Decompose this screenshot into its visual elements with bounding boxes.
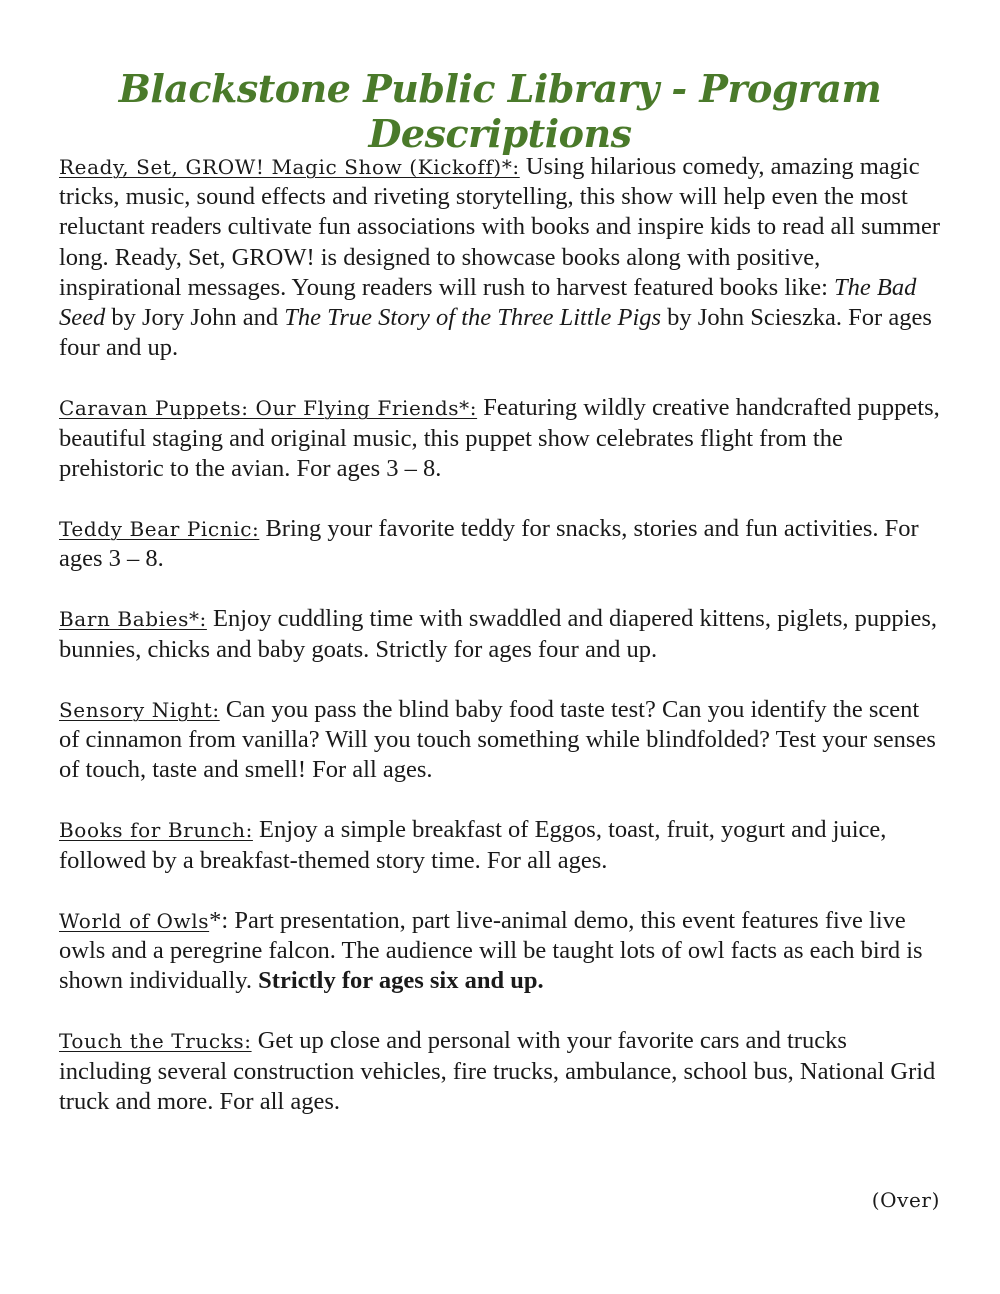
book-title: The Bad Seed xyxy=(59,273,917,332)
program-name: Sensory Night: xyxy=(59,697,220,722)
program-text: Can you pass the blind baby food taste test? Can you identify the scent of cinnamon from vanilla? Will you touch something while blindfolded? Test your senses of touch, taste and smell! For all ages. xyxy=(59,695,936,784)
program-name: Ready, Set, GROW! Magic Show (Kickoff)*: xyxy=(59,155,520,179)
program-name: World of Owls xyxy=(59,908,210,933)
program-description xyxy=(59,152,944,363)
program-text: Enjoy cuddling time with swaddled and diapered kittens, piglets, puppies, bunnies, chicks and baby goats. Strictly for ages four and up. xyxy=(59,605,937,663)
program-description xyxy=(59,514,944,574)
age-restriction: Strictly for ages six and up. xyxy=(258,967,544,995)
program-name: Barn Babies*: xyxy=(59,607,207,632)
program-description xyxy=(59,604,944,664)
program-text: Featuring wildly creative handcrafted puppets, beautiful staging and original music, this puppet show celebrates flight from the prehistoric to the avian. For ages 3 – 8. xyxy=(59,394,940,482)
book-title: The True Story of the Three Little Pigs xyxy=(284,304,662,332)
program-description xyxy=(59,695,944,786)
over-note: (Over) xyxy=(871,1188,940,1212)
program-text: Get up close and personal with your favorite cars and trucks including several construction vehicles, fire trucks, ambulance, school bus, National Grid truck and more. For all ages. xyxy=(59,1027,936,1115)
program-name: Caravan Puppets: Our Flying Friends*: xyxy=(59,396,478,421)
program-text: Enjoy a simple breakfast of Eggos, toast, fruit, yogurt and juice, followed by a breakfast-themed story time. For all ages. xyxy=(59,816,887,874)
program-description xyxy=(59,1026,944,1117)
program-description xyxy=(59,906,944,997)
page-title: Blackstone Public Library - Program Descriptions xyxy=(118,66,882,156)
program-text: by Jory John and xyxy=(105,304,285,332)
program-name: Teddy Bear Picnic: xyxy=(59,517,260,542)
program-text: *: Part presentation, part live-animal demo, this event features five live owls and a peregrine falcon. The audience will be taught lots of owl facts as each bird is shown individually. xyxy=(59,906,923,995)
program-description xyxy=(59,393,944,484)
program-text: Using hilarious comedy, amazing magic tricks, music, sound effects and riveting storytelling, this show will help even the most reluctant readers cultivate fun associations with books and inspire kids to read all summer long. Ready, Set, GROW! is designed to showcase books along with positive, inspirational messages. Young readers will rush to harvest featured books like: xyxy=(59,153,941,301)
program-list xyxy=(59,152,944,1147)
program-name: Books for Brunch: xyxy=(59,818,253,843)
program-text: by John Scieszka. For ages four and up. xyxy=(59,304,932,362)
program-description xyxy=(59,815,944,875)
program-text: Bring your favorite teddy for snacks, stories and fun activities. For ages 3 – 8. xyxy=(59,515,919,573)
program-name: Touch the Trucks: xyxy=(59,1029,252,1054)
